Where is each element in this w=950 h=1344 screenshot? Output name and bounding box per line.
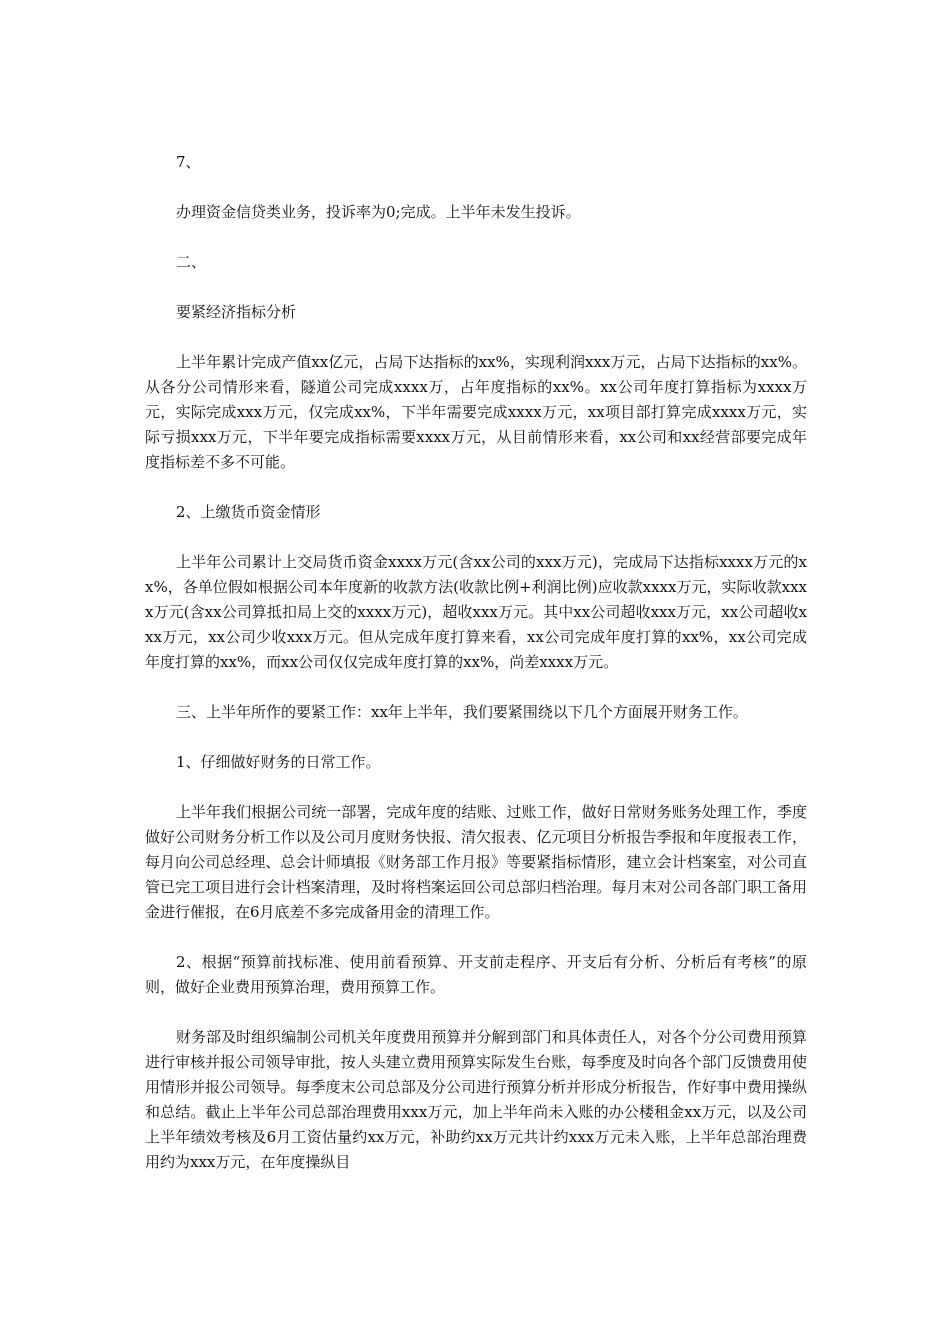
subheading-cash-remittance: 2、上缴货币资金情形	[176, 503, 321, 521]
paragraph-complaint-rate: 办理资金信贷类业务，投诉率为0;完成。上半年未发生投诉。	[176, 203, 581, 221]
section-heading-two: 二、	[176, 253, 207, 271]
section-heading-main-work: 三、上半年所作的要紧工作：xx年上半年，我们要紧围绕以下几个方面展开财务工作。	[176, 703, 748, 721]
paragraph-budget-management: 财务部及时组织编制公司机关年度费用预算并分解到部门和具体责任人，对各个分公司费用预算进行审核并报公司领导审批，按人头建立费用预算实际发生台账，每季度及时向各个部门反馈费用使用情形并报公司领导。每季度末公司总部及分公司进行预算分析并形成分析报告，作好事中费用操纵和总结。截止上半年公司总部治理费用xxx万元，加上半年尚未入账的办公楼租金xx万元，以及公司上半年绩效考核及6月工资估量约xx万元，补助约xx万元共计约xxx万元未入账，上半年总部治理费用约为xxx万元，在年度操纵目	[145, 1028, 807, 1171]
document-body	[145, 150, 807, 1200]
subheading-daily-work: 1、仔细做好财务的日常工作。	[176, 753, 381, 771]
paragraph-daily-work: 上半年我们根据公司统一部署，完成年度的结账、过账工作，做好日常财务账务处理工作，季度做好公司财务分析工作以及公司月度财务快报、清欠报表、亿元项目分析报告季报和年度报表工作，每月向公司总经理、总会计师填报《财务部工作月报》等要紧指标情形，建立会计档案室，对公司直管已完工项目进行会计档案清理，及时将档案运回公司总部归档治理。每月末对公司各部门职工备用金进行催报，在6月底差不多完成备用金的清理工作。	[145, 803, 807, 921]
section-number: 7、	[176, 153, 201, 171]
subheading-budget-principle: 2、根据“预算前找标准、使用前看预算、开支前走程序、开支后有分析、分析后有考核”的原则，做好企业费用预算治理，费用预算工作。	[145, 953, 807, 996]
paragraph-cash-remittance: 上半年公司累计上交局货币资金xxxx万元(含xx公司的xxx万元)，完成局下达指标xxxx万元的xx%，各单位假如根据公司本年度新的收款方法(收款比例+利润比例)应收款xxxx万元，实际收款xxxx万元(含xx公司算抵扣局上交的xxxx万元)，超收xxx万元。其中xx公司超收xxx万元，xx公司超收xxx万元，xx公司少收xxx万元。但从完成年度打算来看，xx公司完成年度打算的xx%，xx公司完成年度打算的xx%，而xx公司仅仅完成年度打算的xx%，尚差xxxx万元。	[145, 553, 807, 671]
section-title-indicator-analysis: 要紧经济指标分析	[176, 303, 297, 321]
paragraph-output-profit: 上半年累计完成产值xx亿元，占局下达指标的xx%，实现利润xxx万元，占局下达指标的xx%。从各分公司情形来看，隧道公司完成xxxx万，占年度指标的xx%。xx公司年度打算指标为xxxx万元，实际完成xxx万元，仅完成xx%，下半年需要完成xxxx万元，xx项目部打算完成xxxx万元，实际亏损xxx万元，下半年要完成指标需要xxxx万元，从目前情形来看，xx公司和xx经营部要完成年度指标差不多不可能。	[145, 353, 807, 471]
